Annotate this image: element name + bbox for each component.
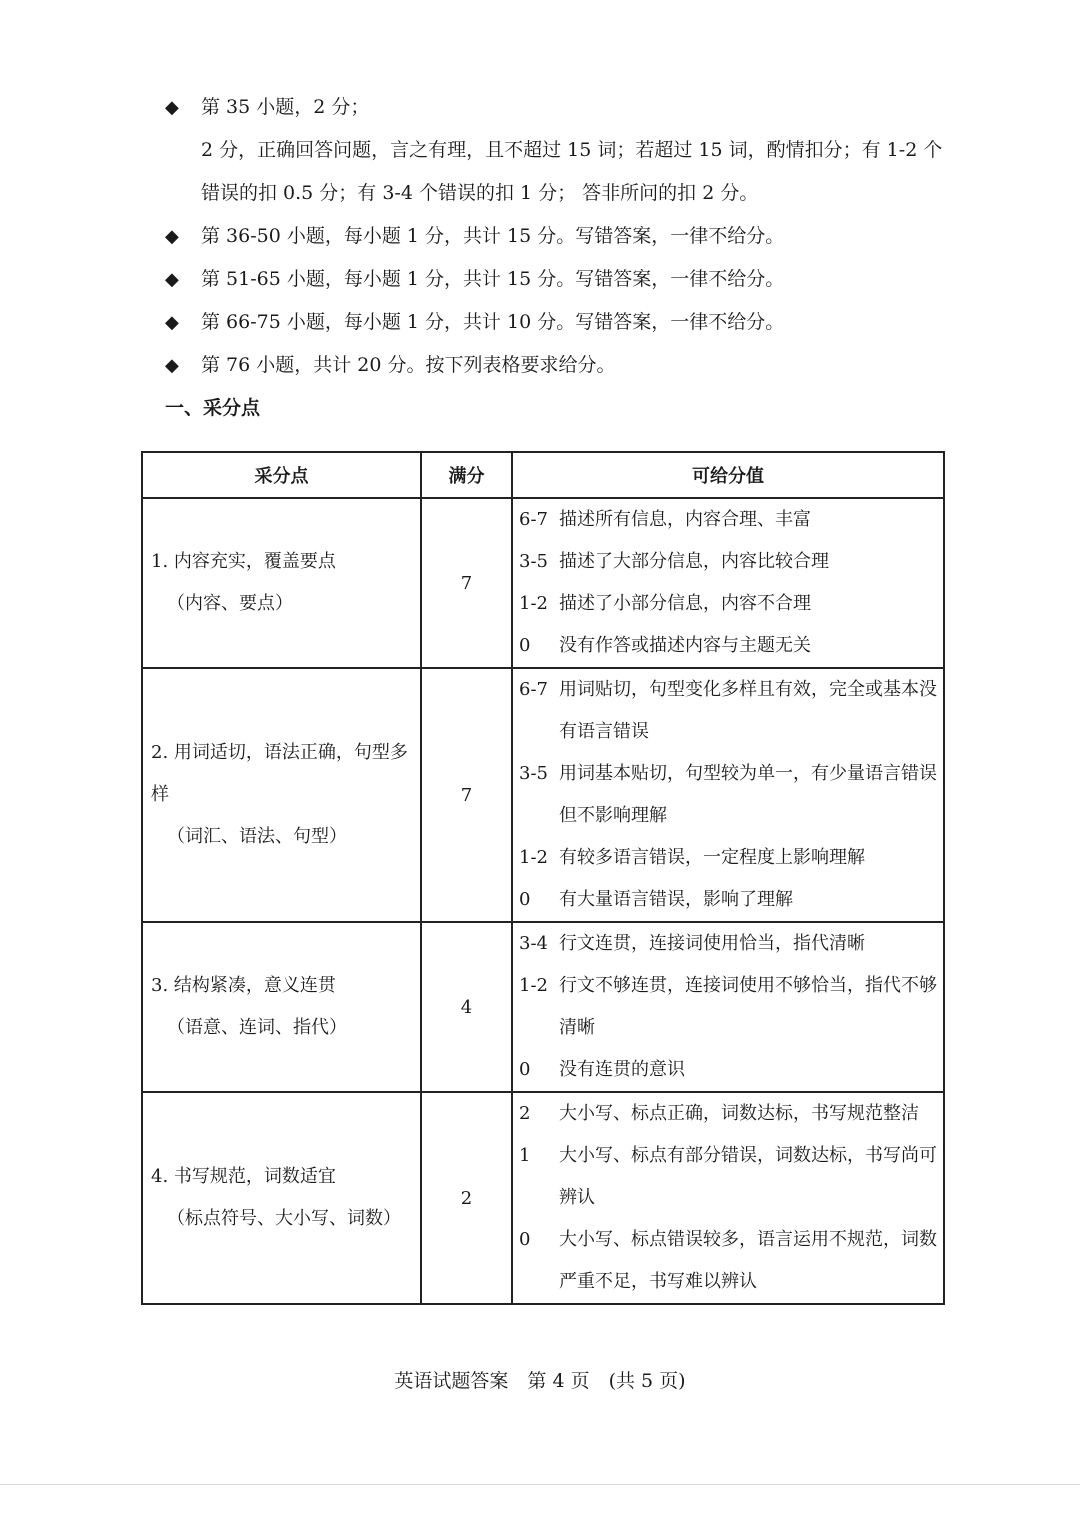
criterion-title: 4. 书写规范，词数适宜 — [151, 1166, 336, 1187]
level-description: 用词贴切，句型变化多样且有效，完全或基本没有语言错误 — [559, 679, 937, 742]
bullet-text: 第 51-65 小题，每小题 1 分，共计 15 分。写错答案，一律不给分。 — [201, 268, 785, 290]
diamond-bullet-icon: ◆ — [165, 312, 179, 333]
criterion-title: 3. 结构紧凑，意义连贯 — [151, 975, 336, 996]
scoring-rubric-table — [141, 451, 945, 1305]
level-score: 2 — [519, 1103, 531, 1124]
level-score: 0 — [519, 889, 531, 910]
score-level — [513, 499, 943, 541]
full-score-cell: 4 — [421, 922, 512, 1092]
level-description: 大小写、标点有部分错误，词数达标，书写尚可辨认 — [559, 1145, 937, 1208]
criterion-cell — [142, 1092, 421, 1304]
bullet-item-1 — [165, 93, 369, 122]
level-description: 没有连贯的意识 — [559, 1059, 685, 1080]
full-score-cell: 7 — [421, 498, 512, 668]
header-full-score: 满分 — [421, 452, 512, 498]
full-score-cell: 7 — [421, 668, 512, 922]
level-description: 大小写、标点错误较多，语言运用不规范，词数严重不足，书写难以辨认 — [559, 1229, 937, 1292]
level-score: 1 — [519, 1145, 531, 1166]
bullet-text: 第 35 小题，2 分； — [201, 96, 370, 118]
level-description: 行文不够连贯，连接词使用不够恰当，指代不够清晰 — [559, 975, 937, 1038]
level-description: 用词基本贴切，句型较为单一，有少量语言错误但不影响理解 — [559, 763, 937, 826]
level-score: 0 — [519, 635, 531, 656]
bullet-item-5 — [165, 351, 616, 380]
diamond-bullet-icon: ◆ — [165, 97, 179, 118]
bullet-item-4 — [165, 308, 784, 337]
score-level — [513, 583, 943, 625]
level-description: 描述了大部分信息，内容比较合理 — [559, 551, 829, 572]
bullet-item-3 — [165, 265, 784, 294]
criterion-subtitle: （标点符号、大小写、词数） — [167, 1208, 401, 1229]
score-level — [513, 669, 943, 753]
section-heading: 一、采分点 — [165, 397, 261, 419]
criterion-cell — [142, 498, 421, 668]
level-score: 1-2 — [519, 847, 548, 868]
diamond-bullet-icon: ◆ — [165, 226, 179, 247]
score-level — [513, 1049, 943, 1091]
header-criterion: 采分点 — [142, 452, 421, 498]
level-score: 1-2 — [519, 593, 548, 614]
level-description: 有大量语言错误，影响了理解 — [559, 889, 793, 910]
level-description: 有较多语言错误，一定程度上影响理解 — [559, 847, 865, 868]
level-description: 描述了小部分信息，内容不合理 — [559, 593, 811, 614]
level-score: 6-7 — [519, 509, 548, 530]
q35-detail-line-2: 错误的扣 0.5 分；有 3-4 个错误的扣 1 分； 答非所问的扣 2 分。 — [201, 182, 759, 204]
level-description: 大小写、标点正确，词数达标，书写规范整洁 — [559, 1103, 919, 1124]
criterion-subtitle: （词汇、语法、句型） — [167, 826, 347, 847]
score-level — [513, 1093, 943, 1135]
table-row — [142, 922, 944, 1092]
table-row — [142, 668, 944, 922]
level-score: 3-5 — [519, 551, 548, 572]
page-footer: 英语试题答案 第 4 页 (共 5 页) — [394, 1370, 686, 1392]
diamond-bullet-icon: ◆ — [165, 269, 179, 290]
criterion-title: 2. 用词适切，语法正确，句型多样 — [151, 742, 408, 805]
criterion-subtitle: （语意、连词、指代） — [167, 1017, 347, 1038]
level-score: 0 — [519, 1059, 531, 1080]
bullet-text: 第 66-75 小题，每小题 1 分，共计 10 分。写错答案，一律不给分。 — [201, 311, 785, 333]
level-description: 行文连贯，连接词使用恰当，指代清晰 — [559, 933, 865, 954]
bullet-item-2 — [165, 222, 784, 251]
score-level — [513, 923, 943, 965]
page-bottom-edge — [0, 1484, 1080, 1485]
score-level — [513, 541, 943, 583]
score-level — [513, 1135, 943, 1219]
score-level — [513, 837, 943, 879]
level-description: 描述所有信息，内容合理、丰富 — [559, 509, 811, 530]
bullet-text: 第 36-50 小题，每小题 1 分，共计 15 分。写错答案，一律不给分。 — [201, 225, 785, 247]
level-score: 1-2 — [519, 975, 548, 996]
full-score-cell: 2 — [421, 1092, 512, 1304]
level-score: 3-4 — [519, 933, 548, 954]
score-levels-cell — [512, 922, 944, 1092]
level-score: 0 — [519, 1229, 531, 1250]
bullet-text: 第 76 小题，共计 20 分。按下列表格要求给分。 — [201, 354, 616, 376]
diamond-bullet-icon: ◆ — [165, 355, 179, 376]
score-level — [513, 965, 943, 1049]
score-level — [513, 1219, 943, 1303]
level-description: 没有作答或描述内容与主题无关 — [559, 635, 811, 656]
score-levels-cell — [512, 1092, 944, 1304]
q35-detail-line-1: 2 分，正确回答问题，言之有理，且不超过 15 词；若超过 15 词，酌情扣分；有 1-2 个 — [201, 139, 943, 161]
score-level — [513, 625, 943, 667]
score-level — [513, 879, 943, 921]
score-levels-cell — [512, 668, 944, 922]
table-row — [142, 498, 944, 668]
criterion-title: 1. 内容充实，覆盖要点 — [151, 551, 336, 572]
criterion-cell — [142, 922, 421, 1092]
table-row — [142, 1092, 944, 1304]
score-levels-cell — [512, 498, 944, 668]
table-header-row — [142, 452, 944, 498]
criterion-subtitle: （内容、要点） — [167, 593, 293, 614]
criterion-cell — [142, 668, 421, 922]
level-score: 3-5 — [519, 763, 548, 784]
level-score: 6-7 — [519, 679, 548, 700]
header-score-levels: 可给分值 — [512, 452, 944, 498]
score-level — [513, 753, 943, 837]
